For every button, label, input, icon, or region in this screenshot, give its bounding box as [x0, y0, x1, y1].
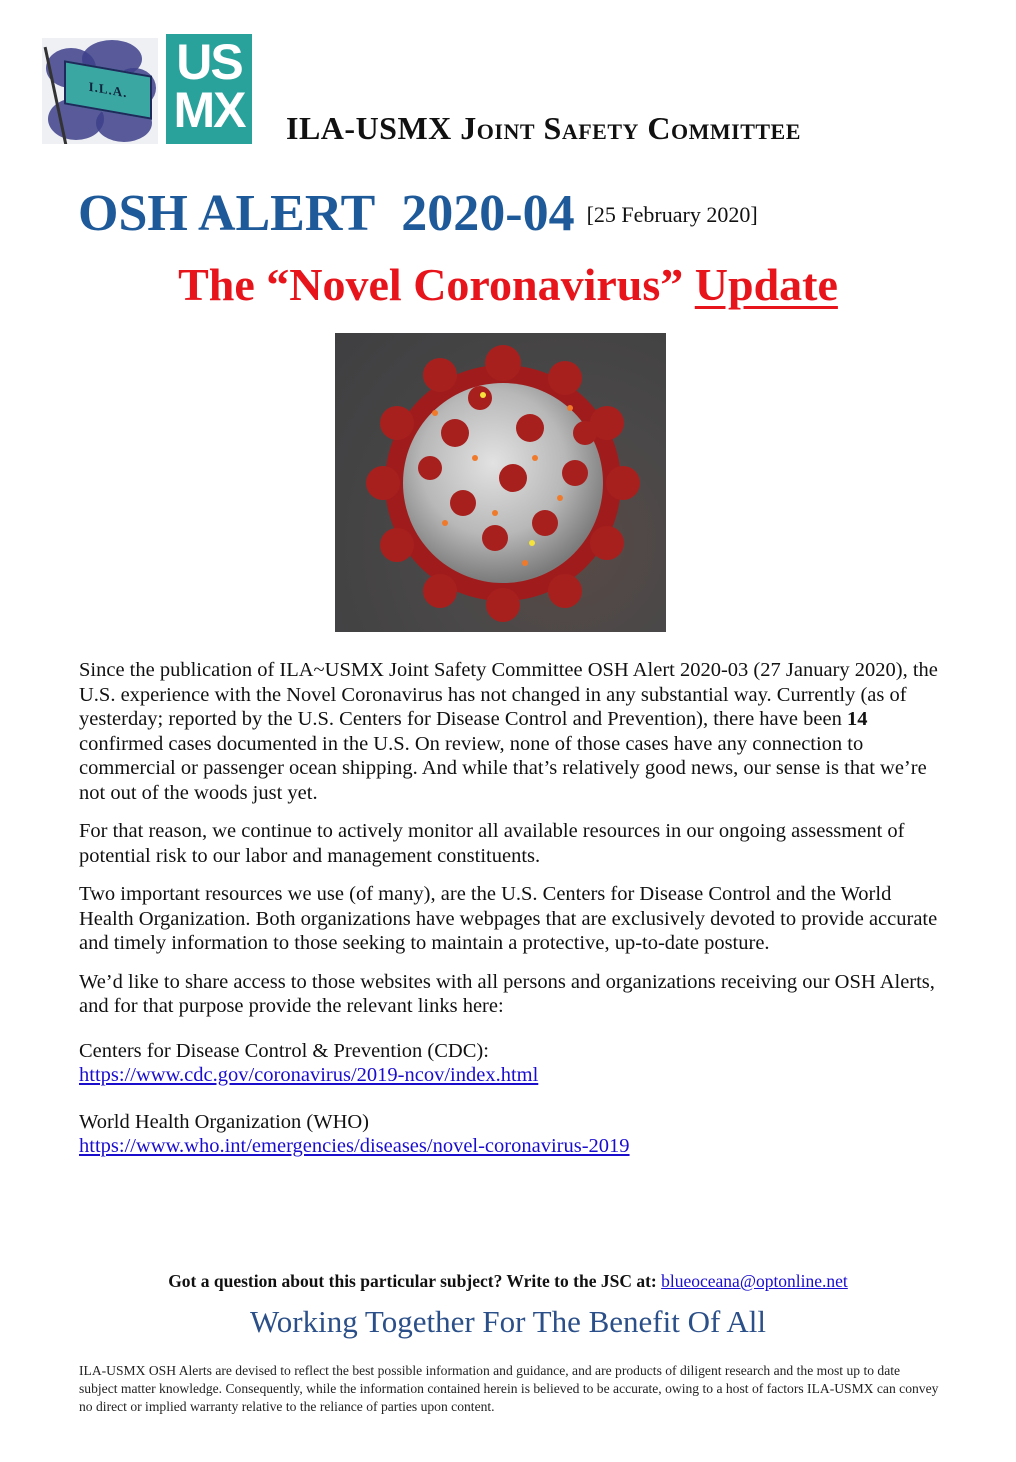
alert-heading — [78, 184, 758, 243]
paragraph-4: We’d like to share access to those websites with all persons and organizations receiving our OSH Alerts, and for that purpose provide the relevant links here: — [79, 970, 935, 1017]
logo — [42, 34, 252, 144]
tagline: Working Together For The Benefit Of All — [250, 1304, 766, 1339]
ila-logo — [42, 38, 158, 144]
source-who — [79, 1110, 939, 1159]
committee-name: ILA-USMX Joint Safety Committee — [286, 110, 801, 146]
source-who-label: World Health Organization (WHO) — [79, 1110, 370, 1133]
cdc-link[interactable]: https://www.cdc.gov/coronavirus/2019-ncov/index.html — [79, 1064, 539, 1086]
source-cdc-label: Centers for Disease Control & Prevention (CDC): — [79, 1039, 489, 1062]
virus-illustration-icon — [335, 333, 666, 632]
coronavirus-image — [335, 333, 666, 632]
ila-flag: I.L.A. — [64, 60, 152, 120]
case-count: 14 — [846, 708, 868, 730]
paragraph-3: Two important resources we use (of many), are the U.S. Centers for Disease Control and the World Health Organization. Both organizations have webpages that are exclusively devoted to provide accurate and timely information to those seeking to maintain a protective, up-to-date posture. — [79, 883, 938, 954]
disclaimer: ILA-USMX OSH Alerts are devised to reflect the best possible information and guidance, and are products of diligent research and the most up to date subject matter knowledge. Consequently, while the information contained herein is believed to be accurate, owing to a host of factors ILA-USMX can convey no direct or implied warranty relative to the reliance of parties upon content. — [79, 1363, 939, 1414]
who-link[interactable]: https://www.who.int/emergencies/diseases/novel-coronavirus-2019 — [79, 1135, 630, 1157]
paragraph-1: Since the publication of ILA~USMX Joint Safety Committee OSH Alert 2020-03 (27 January 2020), the U.S. experience with the Novel Coronavirus has not changed in any substantial way. Currently (as of yesterday; reported by the U.S. Centers for Disease Control and Prevention), there have been 14 confirmed cases documented in the U.S. On review, none of those cases have any connection to commercial or passenger ocean shipping. And while that’s relatively good news, our sense is that we’re not out of the woods just yet. — [79, 659, 938, 804]
page-title: The “Novel Coronavirus” Update — [178, 259, 838, 310]
alert-date: [25 February 2020] — [586, 202, 758, 227]
paragraph-2: For that reason, we continue to actively monitor all available resources in our ongoing assessment of potential risk to our labor and management constituents. — [79, 820, 905, 867]
source-cdc — [79, 1039, 939, 1088]
contact-line: Got a question about this particular subject? Write to the JSC at: blueoceana@optonline.net — [168, 1271, 848, 1291]
usmx-logo: US MX — [166, 34, 252, 144]
alert-number: 2020-04 — [401, 185, 575, 242]
article-body — [79, 658, 939, 1181]
alert-label: OSH ALERT — [78, 185, 376, 242]
email-link[interactable]: blueoceana@optonline.net — [661, 1271, 848, 1291]
